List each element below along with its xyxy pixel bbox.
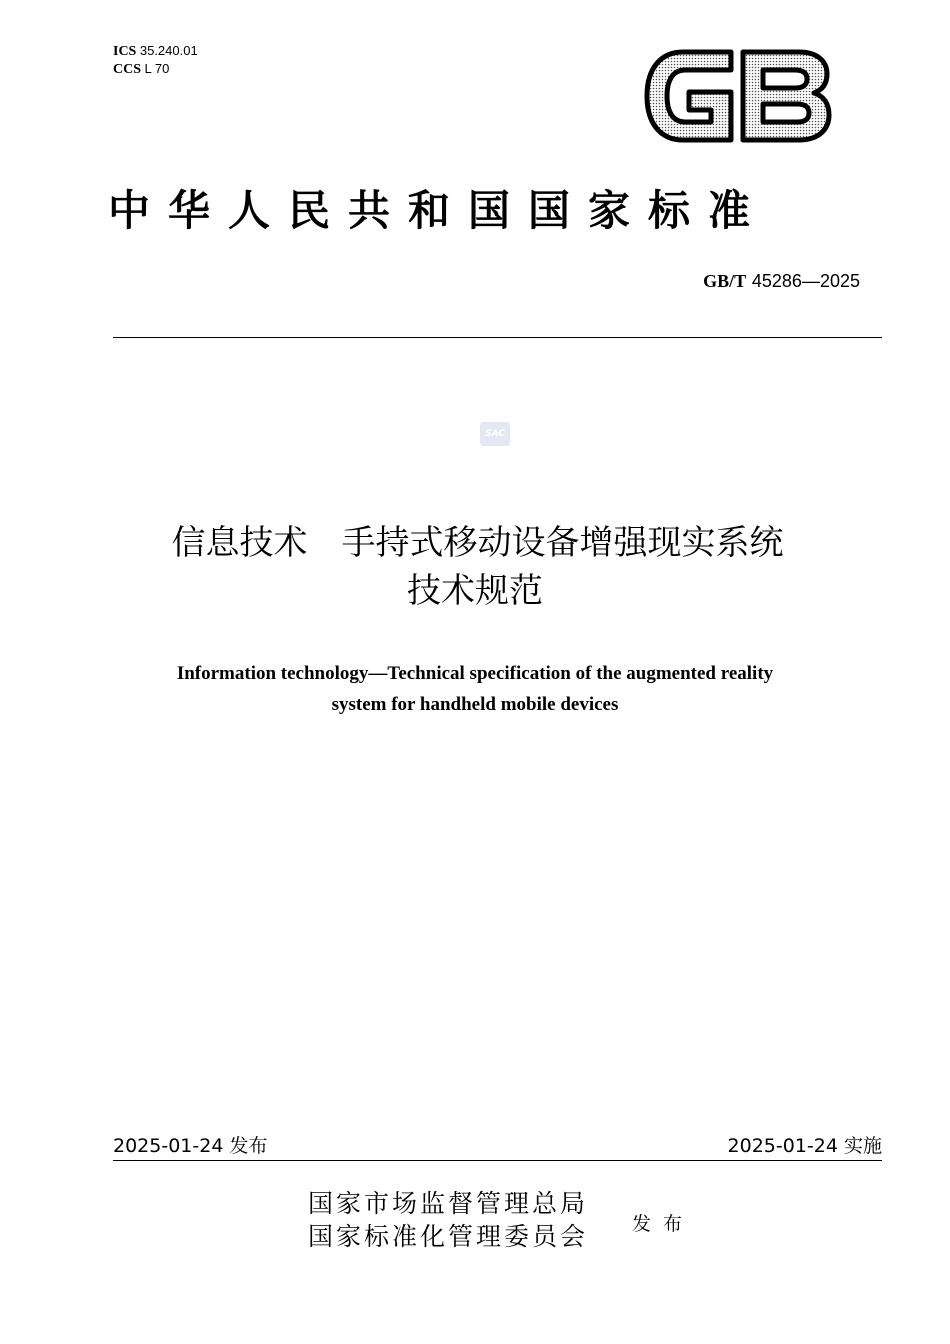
gb-logo-icon xyxy=(643,48,833,144)
issued-label: 发布 xyxy=(632,1213,695,1235)
classification-codes xyxy=(113,42,198,78)
issuer-line1: 国家市场监督管理总局 xyxy=(308,1189,589,1218)
ics-code: 35.240.01 xyxy=(139,43,198,58)
national-standard-title: 中华人民共和国国家标准 xyxy=(108,186,769,235)
ics-line xyxy=(113,42,198,60)
english-title-line1: Information technology—Technical specification of the augmented reality xyxy=(176,663,774,684)
ccs-label: CCS xyxy=(113,62,142,77)
chinese-title-line2: 技术规范 xyxy=(407,571,543,611)
chinese-title xyxy=(0,519,950,615)
ccs-line xyxy=(113,60,198,78)
ics-label: ICS xyxy=(113,44,137,59)
english-title-line2: system for handheld mobile devices xyxy=(331,694,619,715)
issue-date: 2025-01-24 发布 xyxy=(113,1135,268,1157)
footer-divider xyxy=(113,1160,882,1161)
standard-number-code: 45286—2025 xyxy=(751,271,860,291)
standard-number xyxy=(703,271,860,292)
header-divider xyxy=(113,337,882,338)
ccs-code: L 70 xyxy=(144,61,170,76)
issuer-line2: 国家标准化管理委员会 xyxy=(308,1222,589,1251)
chinese-title-line1: 信息技术 手持式移动设备增强现实系统 xyxy=(171,523,784,563)
sac-logo-icon: SAC xyxy=(480,422,510,446)
issuing-authorities xyxy=(308,1187,588,1253)
standard-number-prefix: GB/T xyxy=(703,271,747,291)
english-title xyxy=(0,658,950,720)
effective-date: 2025-01-24 实施 xyxy=(727,1135,882,1157)
